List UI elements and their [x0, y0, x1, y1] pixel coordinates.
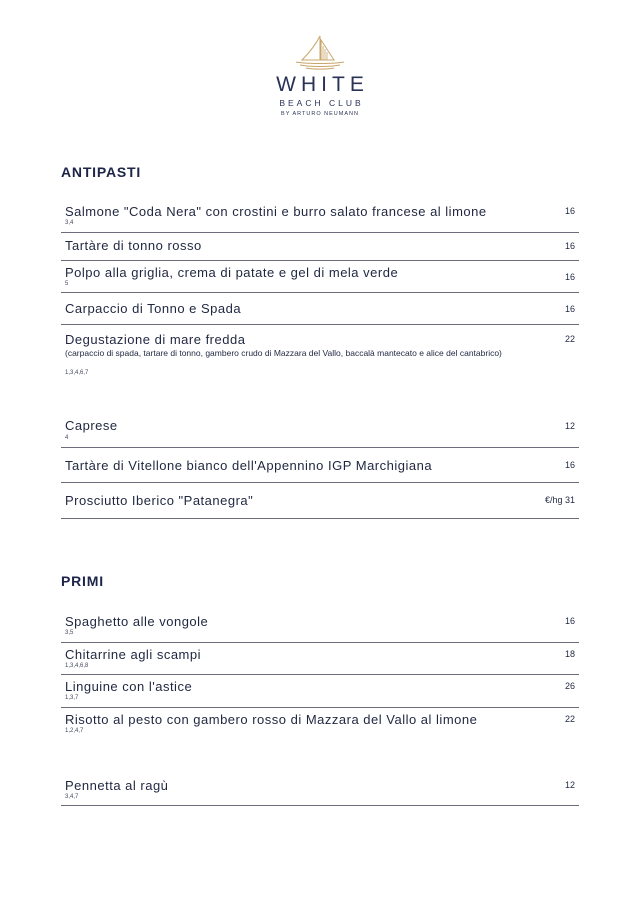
- item-name: Tartàre di tonno rosso: [65, 238, 202, 253]
- menu-item: [61, 324, 579, 448]
- item-name: Risotto al pesto con gambero rosso di Mazzara del Vallo al limone: [65, 712, 478, 727]
- item-allergens: 3,4,7: [65, 794, 79, 800]
- item-name: Pennetta al ragù: [65, 778, 169, 793]
- item-name: Polpo alla griglia, crema di patate e gel di mela verde: [65, 265, 399, 280]
- item-description: (carpaccio di spada, tartare di tonno, gambero crudo di Mazzara del Vallo, baccalà mantecato e alice del cantabrico): [65, 348, 502, 358]
- item-price: 16: [564, 460, 575, 470]
- menu-item: [61, 232, 579, 261]
- item-price: 16: [564, 206, 575, 216]
- brand-name: WHITE: [276, 73, 369, 96]
- item-price: 26: [564, 681, 575, 691]
- item-price: 16: [564, 272, 575, 282]
- item-allergens: 4: [65, 435, 69, 441]
- sailboat-icon: [290, 34, 350, 70]
- item-allergens: 1,3,4,6,8: [65, 663, 89, 669]
- menu-item: [61, 642, 579, 675]
- item-allergens: 1,3,4,6,7: [65, 370, 89, 376]
- logo: [0, 34, 640, 118]
- brand-byline: BY ARTURO NEUMANN: [281, 111, 359, 117]
- item-name: Caprese: [65, 418, 118, 433]
- section-title-antipasti: ANTIPASTI: [61, 164, 142, 180]
- item-price: 16: [564, 616, 575, 626]
- item-allergens: 3,5: [65, 630, 74, 636]
- item-name: Tartàre di Vitellone bianco dell'Appennino IGP Marchigiana: [65, 458, 433, 473]
- item-price: €/hg 31: [544, 495, 575, 505]
- item-price: 22: [564, 334, 575, 344]
- item-name: Spaghetto alle vongole: [65, 614, 209, 629]
- menu-item: [61, 292, 579, 325]
- menu-item: [61, 201, 579, 233]
- menu-item: [61, 609, 579, 643]
- item-price: 16: [564, 241, 575, 251]
- item-name: Linguine con l'astice: [65, 679, 193, 694]
- item-price: 22: [564, 714, 575, 724]
- item-name: Carpaccio di Tonno e Spada: [65, 301, 242, 316]
- section-title-primi: PRIMI: [61, 573, 104, 589]
- item-price: 16: [564, 304, 575, 314]
- menu-item: [61, 674, 579, 708]
- menu-item: [61, 260, 579, 293]
- item-allergens: 1,3,7: [65, 695, 79, 701]
- item-name: Prosciutto Iberico "Patanegra": [65, 493, 254, 508]
- item-allergens: 1,2,4,7: [65, 728, 84, 734]
- item-allergens: 5: [65, 281, 69, 287]
- item-name: Degustazione di mare fredda: [65, 332, 246, 347]
- item-price: 18: [564, 649, 575, 659]
- menu-item: [61, 482, 579, 519]
- item-price: 12: [564, 421, 575, 431]
- item-allergens: 3,4: [65, 220, 74, 226]
- menu-item: [61, 447, 579, 483]
- menu-item: [61, 707, 579, 806]
- item-price: 12: [564, 780, 575, 790]
- item-name: Chitarrine agli scampi: [65, 647, 201, 662]
- brand-subtitle: BEACH CLUB: [279, 98, 364, 108]
- item-name: Salmone "Coda Nera" con crostini e burro salato francese al limone: [65, 204, 487, 219]
